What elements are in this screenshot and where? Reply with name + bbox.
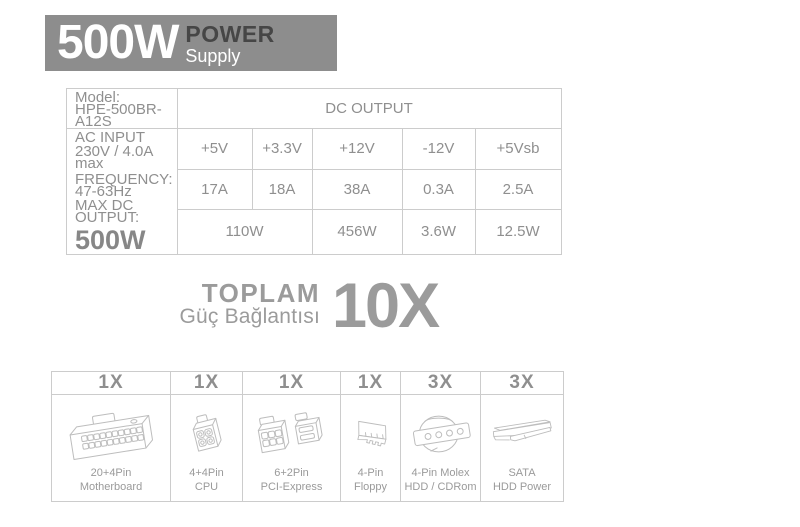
connector-count: 3X	[401, 372, 481, 395]
molex-4pin-connector-icon	[405, 401, 477, 467]
atx-20-4pin-connector-icon	[57, 401, 165, 467]
connector-label: 4-Pin Molex HDD / CDRom	[404, 467, 477, 493]
total-title: TOPLAM	[201, 278, 320, 308]
wattage-cell: 110W	[177, 210, 312, 254]
connector-label: 4-Pin Floppy	[353, 467, 388, 493]
ac-input-line: 230V / 4.0A max	[75, 142, 153, 172]
wattage-cell: 3.6W	[402, 210, 475, 254]
connector-table	[51, 371, 564, 502]
model-label: Model:	[75, 89, 121, 106]
max-dc-output-value: 500W	[75, 224, 146, 255]
connector-count: 1X	[341, 372, 401, 395]
amperage-cell: 38A	[312, 169, 402, 210]
pcie-6-2pin-connector-icon	[250, 401, 334, 467]
voltage-cell: -12V	[402, 129, 475, 170]
total-count: 10X	[332, 271, 439, 341]
banner-title	[185, 20, 275, 66]
amperage-cell: 2.5A	[475, 169, 561, 210]
voltage-cell: +12V	[312, 129, 402, 170]
cpu-4-4pin-connector-icon	[184, 401, 230, 467]
banner-title-power: POWER	[185, 20, 275, 47]
banner	[45, 15, 337, 71]
connector-cell-molex	[401, 395, 481, 502]
dc-output-header: DC OUTPUT	[177, 89, 561, 129]
banner-wattage: 500W	[57, 16, 179, 69]
wattage-cell: 456W	[312, 210, 402, 254]
voltage-cell: +3.3V	[252, 129, 312, 170]
model-cell	[67, 89, 178, 129]
connector-count: 1X	[171, 372, 243, 395]
amperage-cell: 18A	[252, 169, 312, 210]
connector-label: 6+2Pin PCI-Express	[260, 467, 323, 493]
connector-count: 3X	[481, 372, 564, 395]
connector-cell-cpu	[171, 395, 243, 502]
floppy-4pin-connector-icon	[346, 401, 396, 467]
connector-label: SATA HDD Power	[492, 467, 552, 493]
ac-input-line: AC INPUT	[75, 129, 146, 146]
spec-table	[66, 88, 562, 255]
connector-cell-motherboard	[52, 395, 171, 502]
wattage-cell: 12.5W	[475, 210, 561, 254]
total-subtitle: Güç Bağlantısı	[179, 305, 320, 328]
total-connections-headline	[168, 271, 439, 341]
amperage-cell: 0.3A	[402, 169, 475, 210]
connector-cell-pcie	[243, 395, 341, 502]
connector-count: 1X	[243, 372, 341, 395]
model-value: HPE-500BR-A12S	[75, 101, 162, 130]
sata-connector-icon	[484, 401, 560, 467]
ac-input-line: FREQUENCY: 47-63Hz	[75, 170, 173, 200]
ac-input-line: MAX DC OUTPUT:	[75, 196, 140, 226]
banner-title-supply: Supply	[185, 45, 241, 66]
ac-input-cell	[67, 129, 178, 255]
connector-count: 1X	[52, 372, 171, 395]
connector-label: 4+4Pin CPU	[189, 467, 224, 493]
connector-cell-sata	[481, 395, 564, 502]
amperage-cell: 17A	[177, 169, 252, 210]
voltage-cell: +5Vsb	[475, 129, 561, 170]
connector-label: 20+4Pin Motherboard	[79, 467, 143, 493]
total-connections-text	[168, 278, 320, 328]
connector-cell-floppy	[341, 395, 401, 502]
voltage-cell: +5V	[177, 129, 252, 170]
